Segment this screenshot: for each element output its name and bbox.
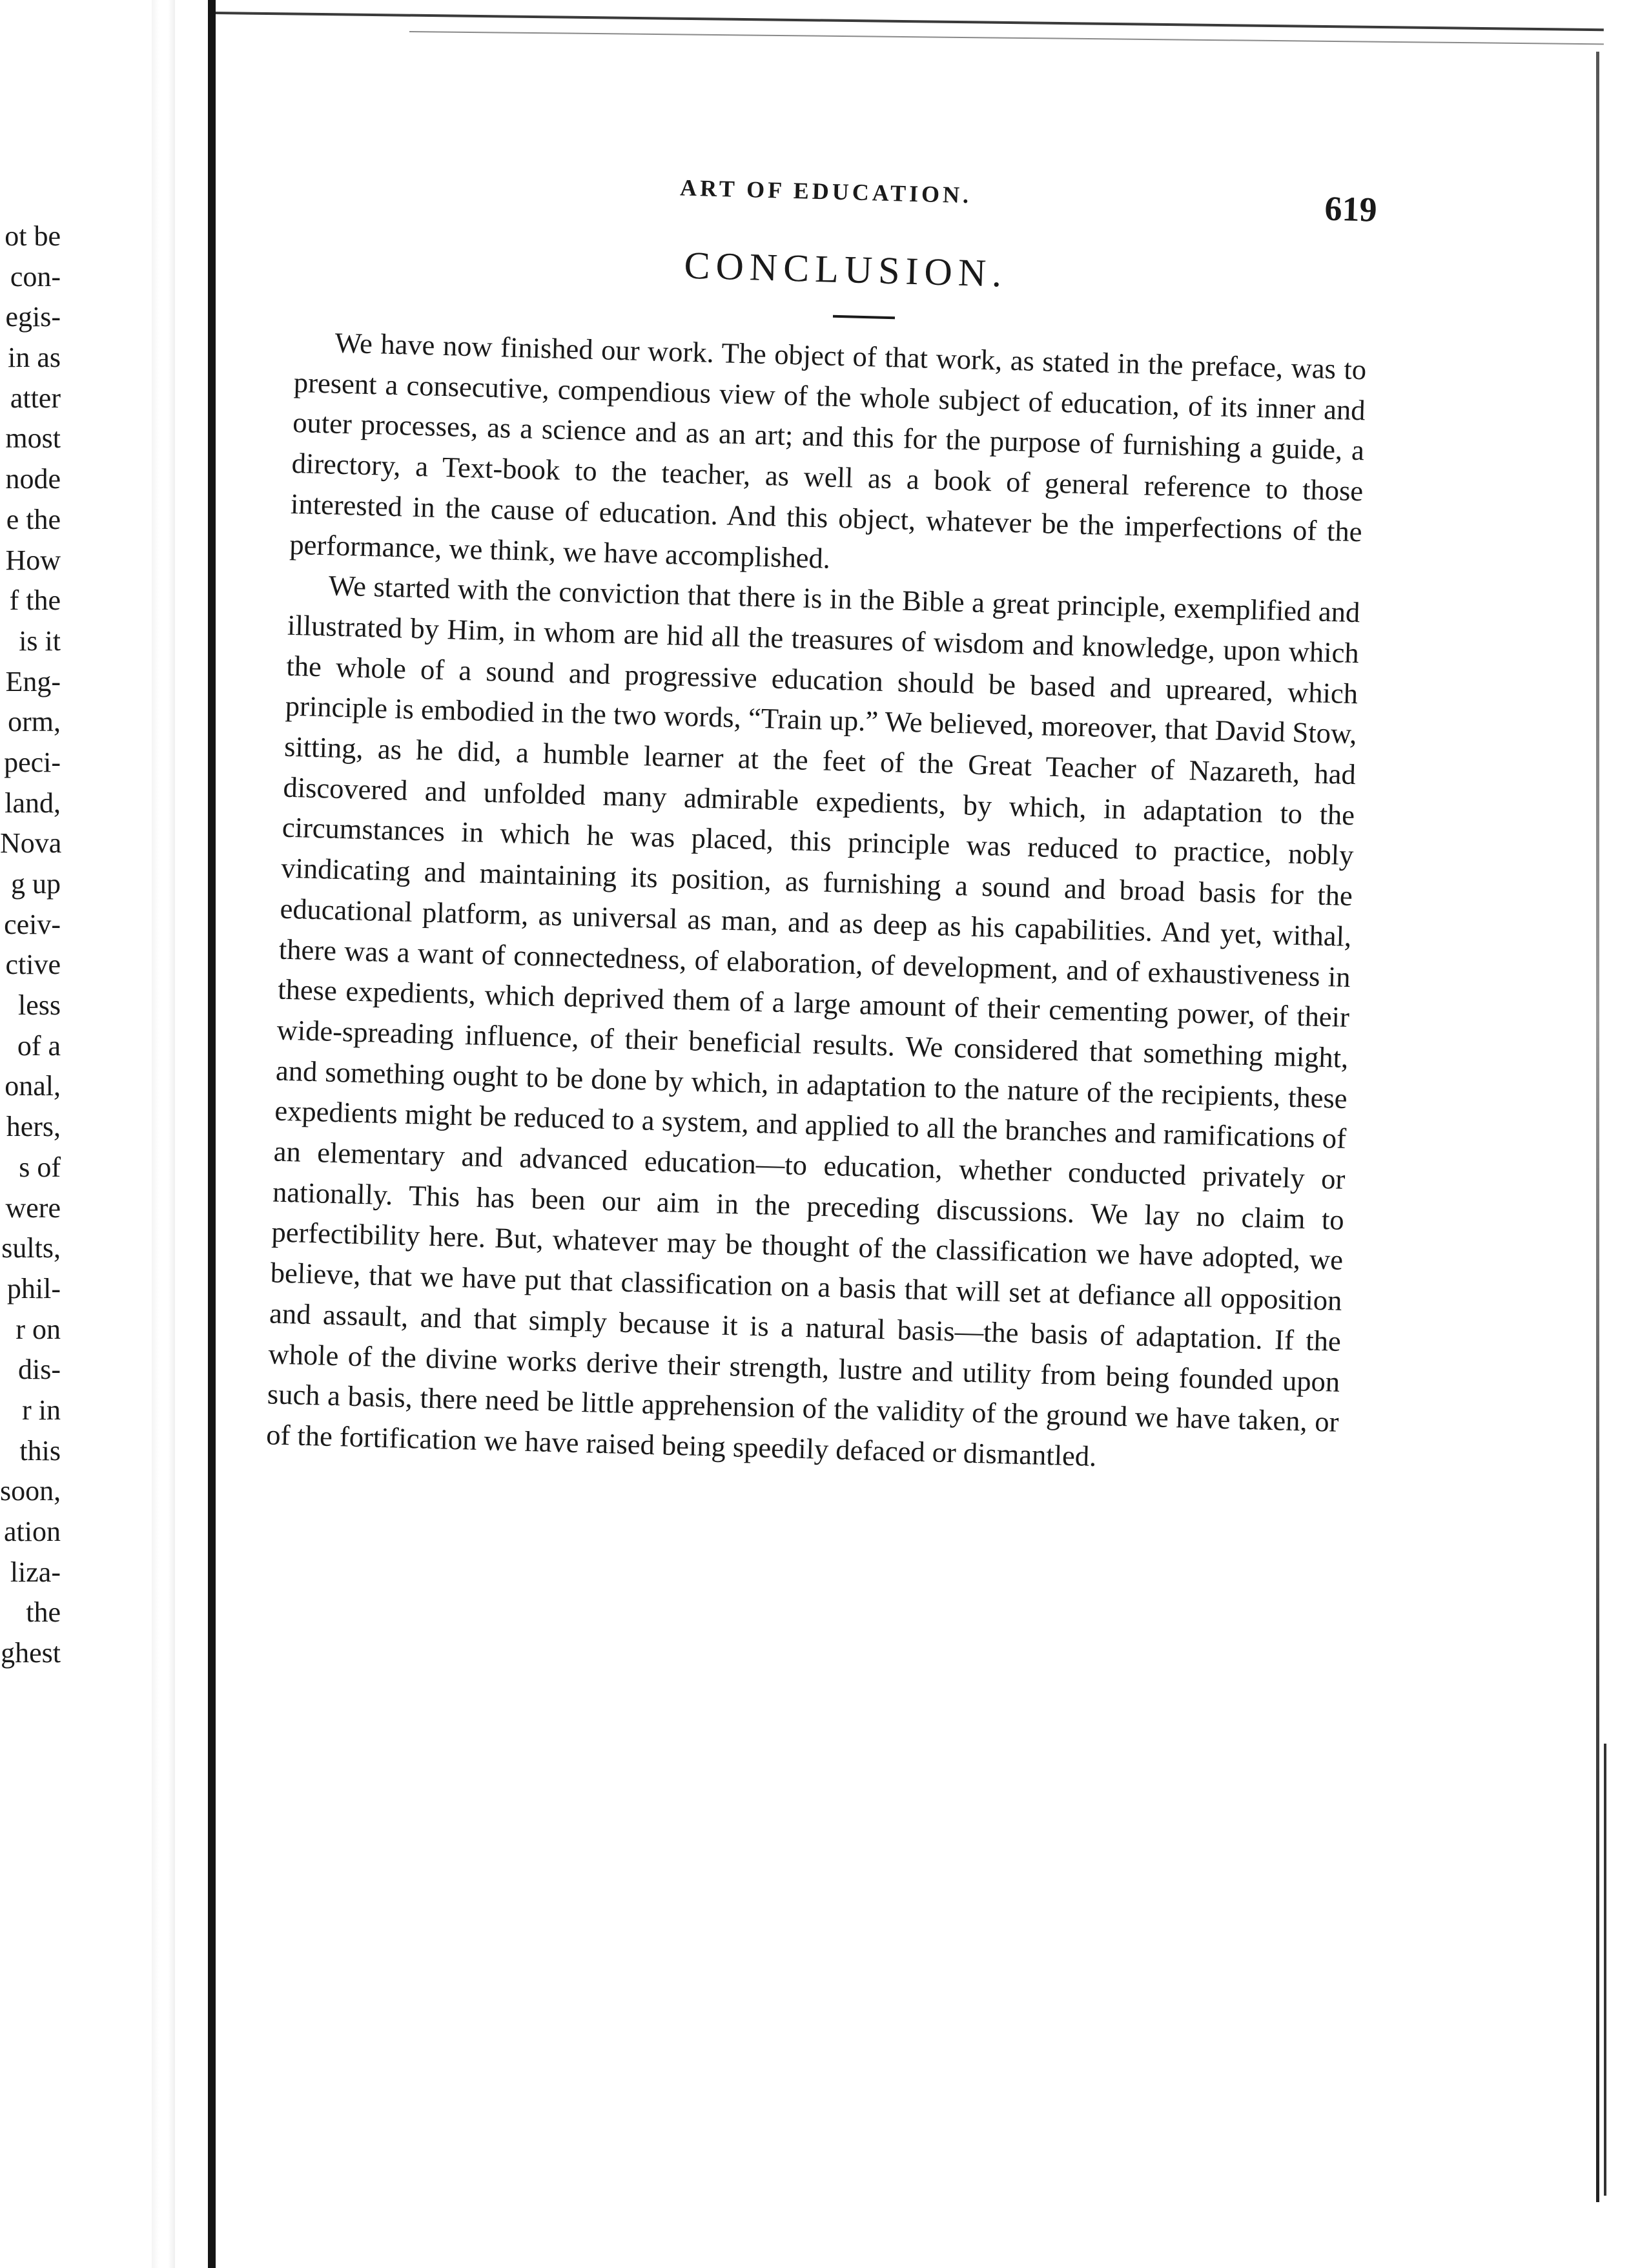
previous-page-fragment [0,0,194,2268]
previous-page-line: r on [15,1313,61,1345]
previous-page-line: peci- [4,746,61,778]
previous-page-line: this [19,1434,61,1467]
heading-rule [833,315,895,320]
previous-page-line: con- [10,260,61,293]
previous-page-line: ceiv- [4,908,61,940]
page-top-edge-inner [409,31,1604,45]
previous-page-line: dis- [18,1354,61,1386]
previous-page-line: hers, [6,1111,61,1143]
previous-page-line: ghest [1,1637,61,1669]
previous-page-line: onal, [5,1070,61,1102]
previous-page-line: s of [19,1151,61,1183]
previous-page-line: liza- [10,1556,61,1588]
previous-page-line: is it [19,624,61,657]
previous-page-line: in as [8,342,61,374]
previous-page-line: of a [17,1029,61,1062]
previous-page-line: Nova [0,827,62,860]
previous-page-line: soon, [0,1475,61,1507]
previous-page-line: ctive [5,949,61,981]
book-gutter [208,0,216,2268]
page-right-edge [1596,52,1599,2202]
page-edge-shadow [152,0,175,2268]
paragraph: We have now finished our work. The object of that work, as stated in the preface, was to present a consecutive, compendious view of the whole subject of education, of its inner and outer processes, as a science and as an art; and this for the purpose of furnishing a guide, a directory, a Text-book to the teacher, as well as a book of general reference to those interested in the cause of education. And this object, whatever be the imperfections of the performance, we think, we have accomplished. [289,326,1367,575]
previous-page-line: r in [22,1394,61,1426]
previous-page-line: Eng- [5,665,61,697]
previous-page-line: phil- [6,1272,61,1304]
running-title: ART OF EDUCATION. [679,174,972,209]
previous-page-line: less [18,989,61,1022]
page-right-edge-outer [1604,1744,1606,2196]
page-number: 619 [1324,189,1378,229]
previous-page-line: e the [6,503,61,535]
previous-page-line: most [5,422,61,455]
previous-page-line: How [5,544,61,576]
previous-page-line: ot be [5,220,61,252]
previous-page-line: were [5,1191,61,1224]
body-text [266,322,1367,1483]
previous-page-line: atter [10,382,61,414]
previous-page-line: land, [5,787,61,819]
page-top-edge [216,12,1604,31]
previous-page-line: sults, [1,1232,61,1264]
previous-page-line: f the [9,584,61,617]
previous-page-line: the [26,1596,61,1629]
section-heading: CONCLUSION. [683,243,1009,295]
previous-page-line: g up [11,868,61,900]
book-page [216,0,1640,2268]
previous-page-line: orm, [8,706,61,738]
previous-page-line: node [5,463,61,495]
previous-page-line: egis- [5,301,61,333]
printed-text-block [265,161,1378,1483]
previous-page-line: ation [4,1516,61,1547]
paragraph: We started with the conviction that there is in the Bible a great principle, exemplified and illustrated by Him, in whom are hid all the treasures of wisdom and knowledge, upon which the whole of a sound and progressive education should be based and upreared, which principle is embodied in the two words, “Train up.” We believed, moreover, that David Stow, sitting, as he did, a humble learner at the feet of the Great Teacher of Nazareth, had discovered and unfolded many admirable expedients, by which, in adaptation to the circumstances in which he was placed, this principle was reduced to practice, nobly vindicating and maintaining its position, as furnishing a sound and broad basis for the educational platform, as universal as man, and as deep as his capabilities. And yet, withal, there was a want of connectedness, of elaboration, of development, and of exhaustiveness in these expedients, which deprived them of a large amount of their cementing power, of their wide-spreading influence, of their beneficial results. We considered that something might, and something ought to be done by which, in adaptation to the nature of the recipients, these expedients might be reduced to a system, and applied to all the branches and ramifications of an elementary and advanced education—to education, whether conducted privately or nationally. This has been our aim in the preceding discussions. We lay no claim to perfectibility here. But, whatever may be thought of the classification we have adopted, we believe, that we have put that classification on a basis that will set at defiance all opposition and assault, and that simply because it is a natural basis—the basis of adaptation. If the whole of the divine works derive their strength, lustre and utility from being founded upon such a basis, there need be little apprehension of the validity of the ground we have taken, or of the fortification we have raised being speedily defaced or dismantled. [265,569,1360,1472]
